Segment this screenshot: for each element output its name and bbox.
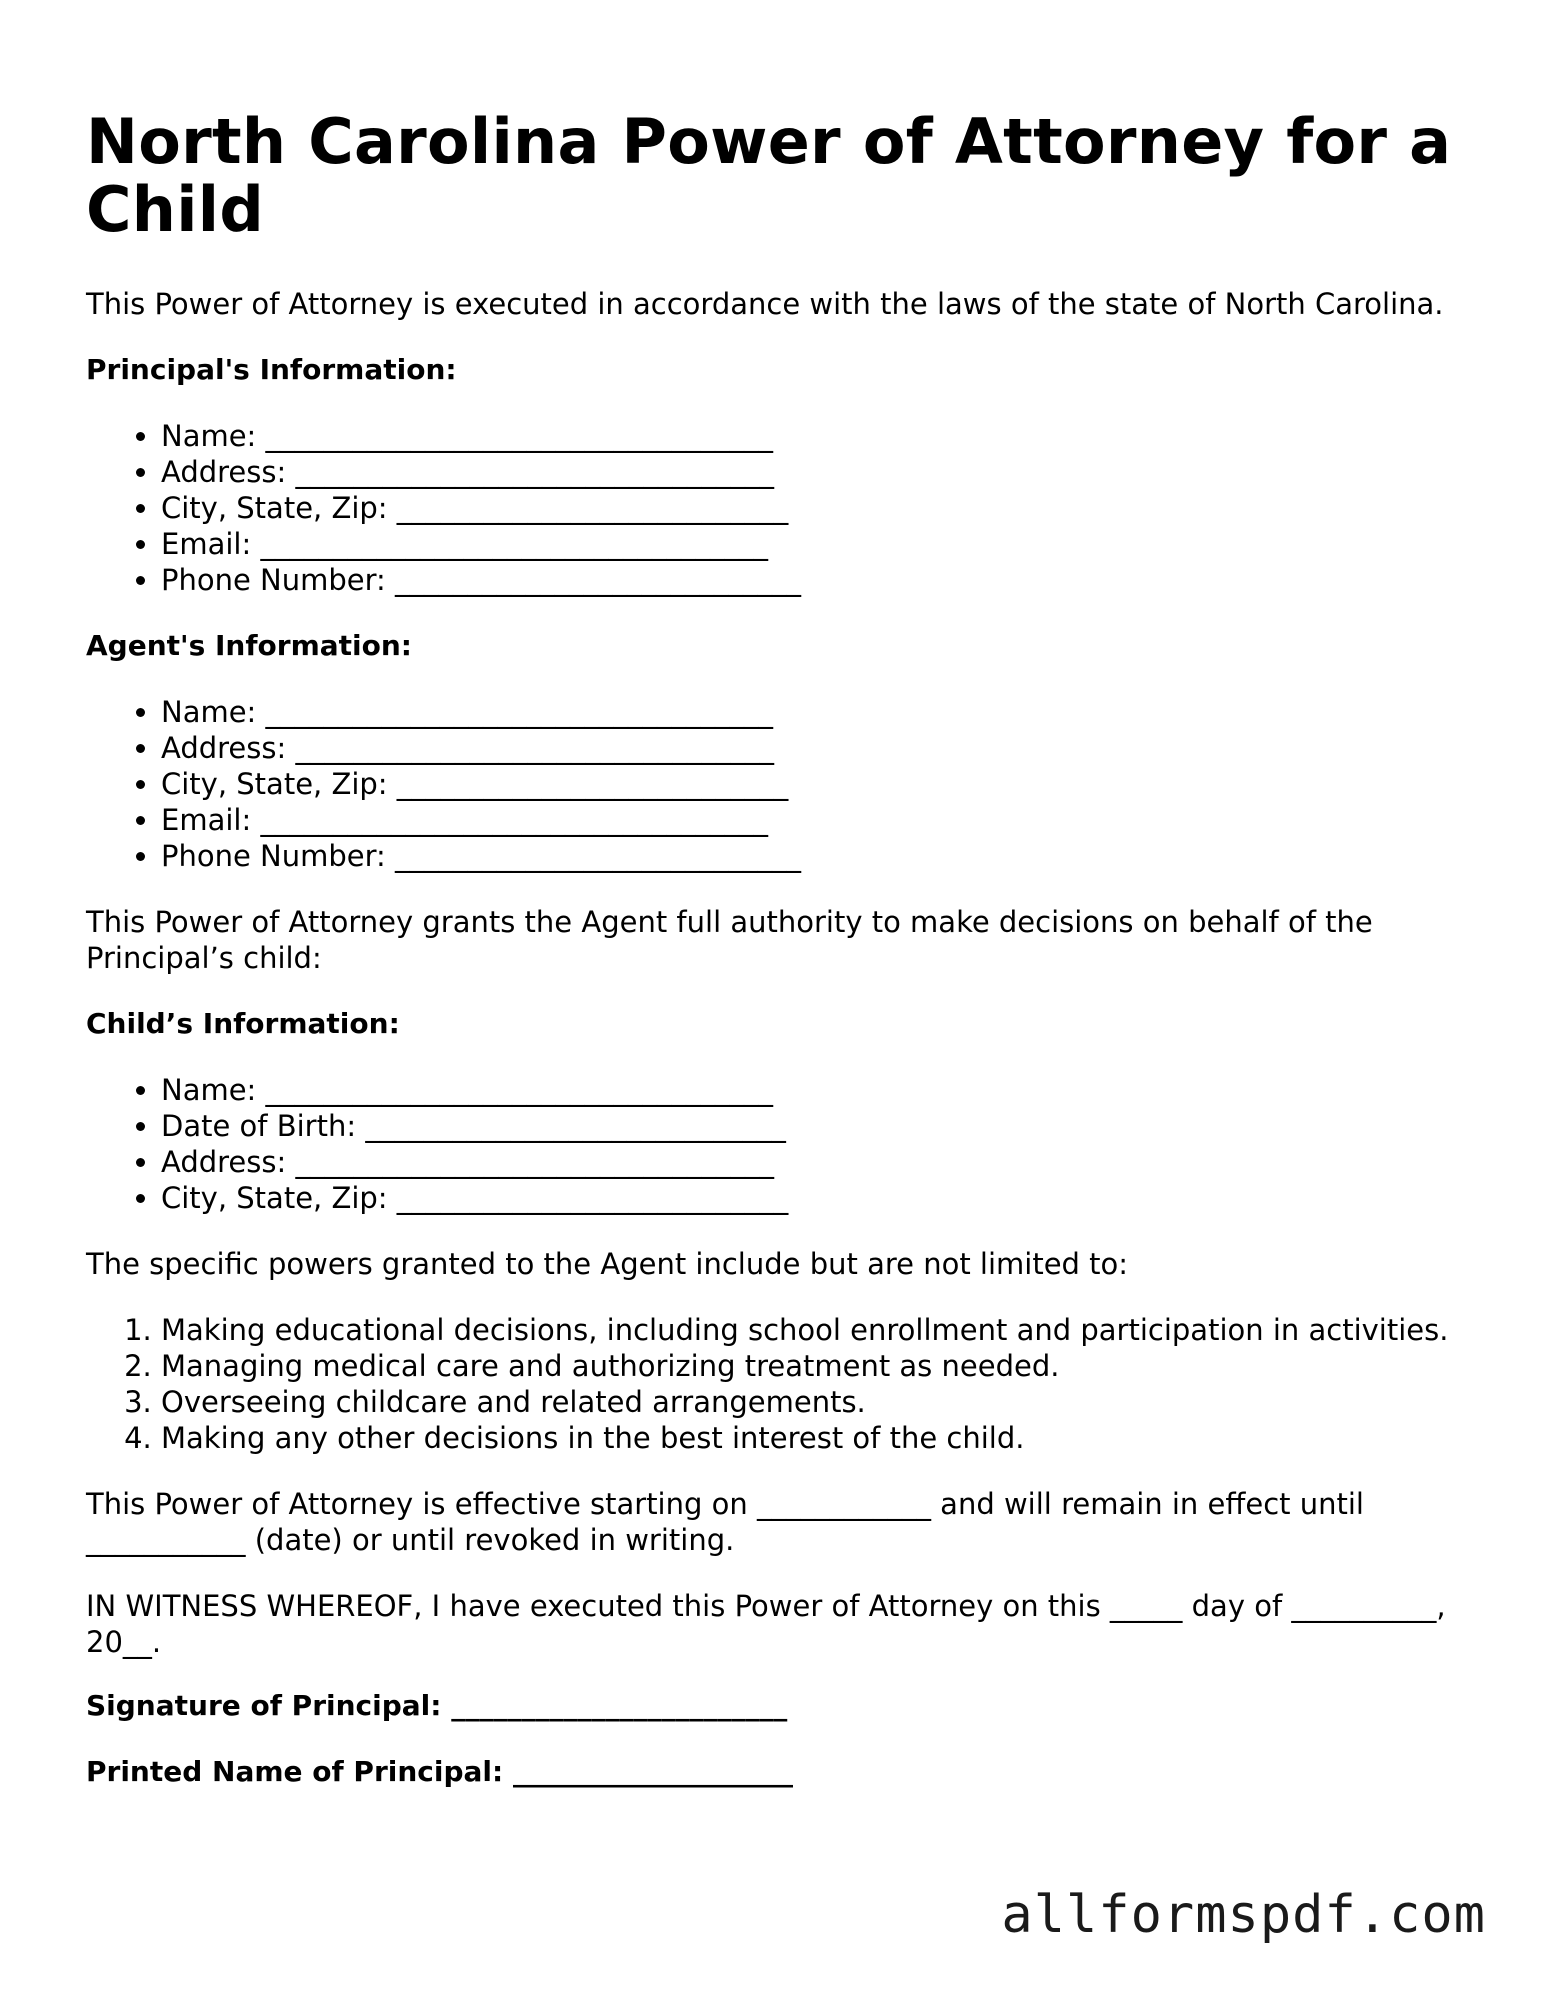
- power-item: 4. Making any other decisions in the best interest of the child.: [161, 1420, 1466, 1456]
- powers-list: [86, 1312, 1466, 1456]
- powers-intro-paragraph: The specific powers granted to the Agent include but are not limited to:: [86, 1247, 1129, 1281]
- principal-address-field: • Address: _________________________________: [161, 454, 1466, 490]
- child-address-field: • Address: _________________________________: [161, 1144, 1466, 1180]
- principal-heading: Principal's Information:: [86, 353, 457, 386]
- principal-phone-field: • Phone Number: ____________________________: [161, 562, 1466, 598]
- printed-name-line: Printed Name of Principal: ____________________: [86, 1755, 793, 1788]
- power-item: 1. Making educational decisions, including school enrollment and participation in activities.: [161, 1312, 1466, 1348]
- child-fields-list: [86, 1072, 1466, 1216]
- child-dob-field: • Date of Birth: _____________________________: [161, 1108, 1466, 1144]
- principal-city-state-zip-field: • City, State, Zip: ___________________________: [161, 490, 1466, 526]
- child-name-field: • Name: ___________________________________: [161, 1072, 1466, 1108]
- grant-paragraph: This Power of Attorney grants the Agent full authority to make decisions on behalf of the Principal’s child:: [86, 905, 1373, 975]
- child-heading: Child’s Information:: [86, 1007, 400, 1040]
- power-item: 2. Managing medical care and authorizing treatment as needed.: [161, 1348, 1466, 1384]
- intro-paragraph: This Power of Attorney is executed in accordance with the laws of the state of North Carolina.: [86, 287, 1444, 321]
- effective-date-paragraph: This Power of Attorney is effective starting on ____________ and will remain in effect until ___________ (date) or until revoked in writing.: [86, 1487, 1364, 1557]
- document-title: North Carolina Power of Attorney for a Child: [86, 105, 1452, 246]
- agent-phone-field: • Phone Number: ____________________________: [161, 838, 1466, 874]
- agent-city-state-zip-field: • City, State, Zip: ___________________________: [161, 766, 1466, 802]
- agent-address-field: • Address: _________________________________: [161, 730, 1466, 766]
- power-item: 3. Overseeing childcare and related arrangements.: [161, 1384, 1466, 1420]
- agent-heading: Agent's Information:: [86, 629, 413, 662]
- document-page: [86, 105, 1466, 1790]
- witness-paragraph: IN WITNESS WHEREOF, I have executed this Power of Attorney on this _____ day of __________, 20__.: [86, 1589, 1446, 1659]
- principal-name-field: • Name: ___________________________________: [161, 418, 1466, 454]
- agent-email-field: • Email: ___________________________________: [161, 802, 1466, 838]
- agent-name-field: • Name: ___________________________________: [161, 694, 1466, 730]
- watermark-text: allformspdf.com: [1001, 1885, 1486, 1945]
- signature-line: Signature of Principal: ________________________: [86, 1689, 788, 1722]
- agent-fields-list: [86, 694, 1466, 874]
- child-city-state-zip-field: • City, State, Zip: ___________________________: [161, 1180, 1466, 1216]
- principal-fields-list: [86, 418, 1466, 598]
- principal-email-field: • Email: ___________________________________: [161, 526, 1466, 562]
